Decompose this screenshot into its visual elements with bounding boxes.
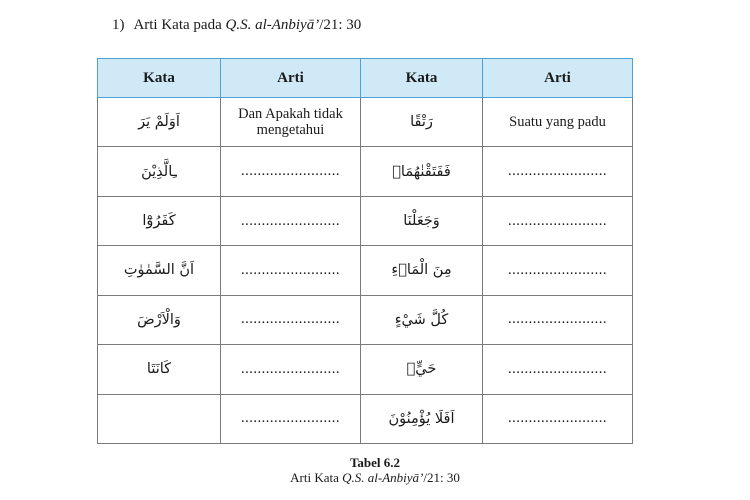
table-row xyxy=(98,345,633,394)
heading-surah: Q.S. al-Anbiyā’ xyxy=(225,17,320,33)
table-row xyxy=(98,295,633,344)
arabic-word-cell: مِنَ الْمَاۤءِ xyxy=(361,246,483,295)
arabic-word-cell: وَجَعَلْنَا xyxy=(361,196,483,245)
header-kata-1: Kata xyxy=(98,59,221,98)
blank-answer-cell[interactable]: ........................ xyxy=(483,196,633,245)
arabic-word-cell: حَيٍّۗ xyxy=(361,345,483,394)
arabic-word-cell: اَنَّ السَّمٰوٰتِ xyxy=(98,246,221,295)
blank-answer-cell[interactable]: ........................ xyxy=(221,246,361,295)
blank-answer-cell[interactable]: ........................ xyxy=(483,345,633,394)
table-caption-subtitle xyxy=(0,470,750,486)
meaning-cell: Dan Apakah tidak mengetahui xyxy=(221,98,361,147)
blank-answer-cell[interactable]: ........................ xyxy=(221,295,361,344)
section-heading xyxy=(112,17,361,34)
blank-answer-cell[interactable]: ........................ xyxy=(483,147,633,196)
blank-answer-cell[interactable]: ........................ xyxy=(221,147,361,196)
blank-answer-cell[interactable]: ........................ xyxy=(221,196,361,245)
table-row xyxy=(98,246,633,295)
caption-prefix: Arti Kata xyxy=(290,470,339,485)
blank-answer-cell[interactable]: ........................ xyxy=(483,394,633,443)
blank-answer-cell[interactable]: ........................ xyxy=(221,394,361,443)
arabic-word-cell: وَالْاَرْضَ xyxy=(98,295,221,344)
table-row xyxy=(98,98,633,147)
heading-suffix: /21: 30 xyxy=(319,17,362,33)
meaning-cell: Suatu yang padu xyxy=(483,98,633,147)
caption-suffix: /21: 30 xyxy=(423,470,460,485)
header-arti-1: Arti xyxy=(221,59,361,98)
blank-answer-cell[interactable]: ........................ xyxy=(483,295,633,344)
table-header-row xyxy=(98,59,633,98)
caption-surah: Q.S. al-Anbiyā’ xyxy=(342,470,424,485)
arabic-word-cell: اَفَلَا يُؤْمِنُوْنَ xyxy=(361,394,483,443)
arabic-word-cell: كَانَتَا xyxy=(98,345,221,394)
vocabulary-table xyxy=(97,58,633,444)
arabic-word-cell: كُلَّ شَيْءٍ xyxy=(361,295,483,344)
blank-answer-cell[interactable]: ........................ xyxy=(483,246,633,295)
table-caption-title: Tabel 6.2 xyxy=(349,455,401,470)
heading-prefix: Arti Kata pada xyxy=(133,17,222,33)
arabic-word-cell: كَفَرُوْٓا xyxy=(98,196,221,245)
blank-answer-cell[interactable]: ........................ xyxy=(221,345,361,394)
arabic-word-cell: اَوَلَمْ يَرَ xyxy=(98,98,221,147)
table-row xyxy=(98,147,633,196)
arabic-word-cell xyxy=(98,394,221,443)
arabic-word-cell: رَتْقًا xyxy=(361,98,483,147)
arabic-word-cell: فَفَتَقْنٰهُمَاۗ xyxy=(361,147,483,196)
table-row xyxy=(98,394,633,443)
header-kata-2: Kata xyxy=(361,59,483,98)
table-row xyxy=(98,196,633,245)
header-arti-2: Arti xyxy=(483,59,633,98)
arabic-word-cell: ـِالَّذِيْنَ xyxy=(98,147,221,196)
heading-number: 1) xyxy=(112,17,125,33)
